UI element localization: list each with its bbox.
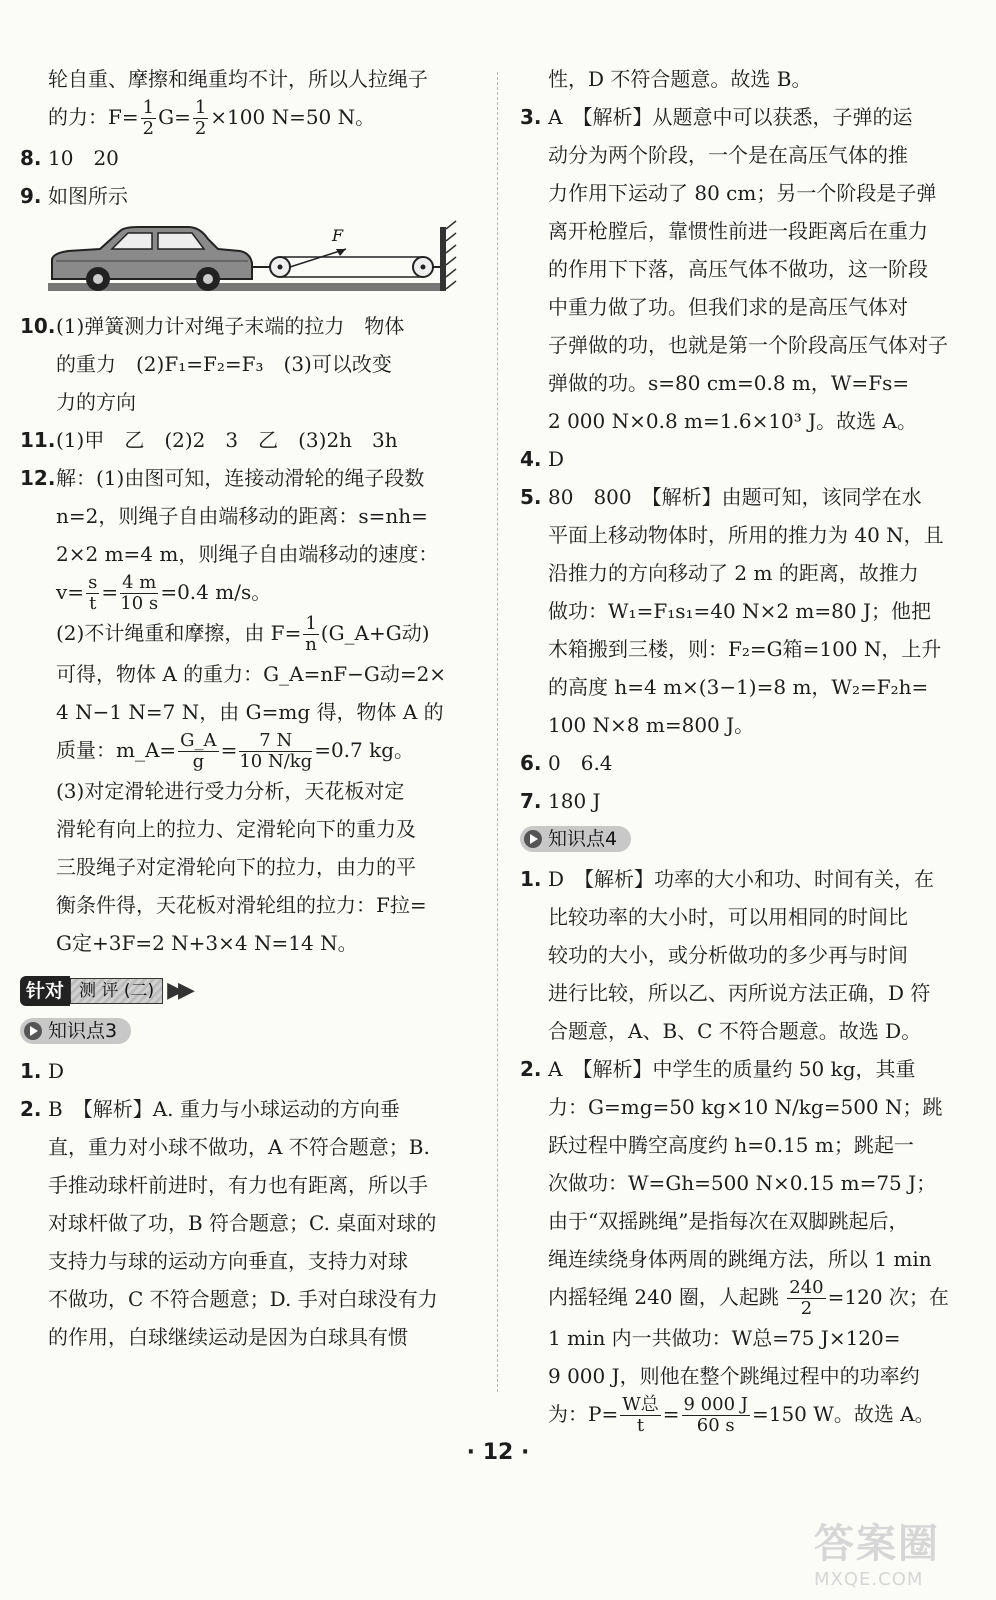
text-line: 质量：m_A= $\frac{G\_A}{g}$ = $\frac{7 N}{10 N/kg}$ =0.7 kg。 (56, 730, 415, 772)
text-line: 平面上移动物体时，所用的推力为 40 N，且 (548, 523, 944, 547)
text-line: 三股绳子对定滑轮向下的拉力，由力的平 (56, 855, 416, 879)
text-line: 性，D 不符合题意。故选 B。 (548, 67, 812, 91)
text-line: 衡条件得，天花板对滑轮组的拉力：F拉= (56, 893, 427, 917)
text-line: 中重力做了功。但我们求的是高压气体对 (548, 295, 908, 319)
text-line: 为：P= $\frac{\text{W总}}{t}$ = $\frac{9 000 J}{60 s}$ =150 W。故选 A。 (548, 1394, 935, 1436)
answer-item-k3-6: 6. 0 6.4 (520, 751, 613, 775)
page-number: · 12 · (466, 1440, 530, 1465)
text-line: 直，重力对小球不做功，A 不符合题意；B. (48, 1135, 430, 1159)
text-line: G定+3F=2 N+3×4 N=14 N。 (56, 931, 358, 955)
text-line: 滑轮有向上的拉力、定滑轮向下的重力及 (56, 817, 416, 841)
left-column (20, 60, 482, 1356)
fraction: $\frac{9 000 J}{60 s}$ (683, 1394, 748, 1436)
text-line: 沿推力的方向移动了 2 m 的距离，故推力 (548, 561, 919, 585)
text-line: v= $\frac{s}{t}$ = $\frac{4 m}{10 s}$ =0.4 m/s。 (56, 572, 272, 614)
answer-item-k3-1: 1. D (20, 1059, 65, 1083)
text-line: 支持力与球的运动方向垂直，支持力对球 (48, 1249, 408, 1273)
text-line: 轮自重、摩擦和绳重均不计，所以人拉绳子 (48, 67, 428, 91)
section-tag-3: 知识点3 (20, 1018, 131, 1044)
text-line: 的高度 h=4 m×(3−1)=8 m，W₂=F₂h= (548, 675, 929, 699)
fraction: $\frac{1}{2}$ (142, 97, 155, 139)
text-line: 不做功，C 不符合题意；D. 手对白球没有力 (48, 1287, 438, 1311)
text-line: 子弹做的功，也就是第一个阶段高压气体对子 (548, 333, 948, 357)
answer-item-k3-7: 7. 180 J (520, 789, 601, 813)
fraction: $\frac{7 N}{10 N/kg}$ (239, 730, 313, 772)
text-line: n=2，则绳子自由端移动的距离：s=nh= (56, 504, 428, 528)
section-tag-4: 知识点4 (520, 826, 631, 852)
answer-item-10: 10. (1)弹簧测力计对绳子末端的拉力 物体 (20, 314, 405, 338)
text-line: (2)不计绳重和摩擦，由 F= $\frac{1}{n}$ (G_A+G动) (56, 613, 430, 655)
text-line: 的重力 (2)F₁=F₂=F₃ (3)可以改变 (56, 352, 392, 376)
text-line: 次做功：W=Gh=500 N×0.15 m=75 J； (548, 1171, 937, 1195)
answer-item-k4-1: 1. D 【解析】功率的大小和功、时间有关，在 (520, 867, 935, 891)
fraction: $\frac{1}{n}$ (305, 613, 317, 655)
text-line: 跃过程中腾空高度约 h=0.15 m；跳起一 (548, 1133, 914, 1157)
play-icon (24, 1022, 42, 1040)
text-line: 力的方向 (56, 390, 136, 414)
answer-item-12: 12. 解：(1)由图可知，连接动滑轮的绳子段数 (20, 466, 425, 490)
double-arrow-icon: ▶▶ (167, 978, 189, 1003)
text-line: 1 min 内一共做功：W总=75 J×120= (548, 1326, 901, 1350)
text-line: 的作用下下落，高压气体不做功，这一阶段 (548, 257, 928, 281)
text-line: 2×2 m=4 m，则绳子自由端移动的速度： (56, 542, 439, 566)
text-line: 的力：F= $\frac{1}{2}$ G= $\frac{1}{2}$ ×100 N=50 N。 (48, 97, 376, 139)
text-line: 对球杆做了功，B 符合题意；C. 桌面对球的 (48, 1211, 437, 1235)
fraction: $\frac{240}{2}$ (789, 1277, 824, 1319)
text-line: 进行比较，所以乙、丙所说方法正确，D 符 (548, 981, 931, 1005)
answer-item-k3-5: 5. 80 800 【解析】由题可知，该同学在水 (520, 485, 922, 509)
answer-item-8: 8. 10 20 (20, 146, 119, 170)
text-line: 100 N×8 m=800 J。 (548, 713, 755, 737)
watermark-logo: 答案圈 MXQE.COM (814, 1521, 940, 1590)
text-line: 9 000 J，则他在整个跳绳过程中的功率约 (548, 1364, 920, 1388)
fraction: $\frac{s}{t}$ (88, 572, 98, 614)
text-line: 内摇轻绳 240 圈，人起跳 $\frac{240}{2}$ =120 次；在 (548, 1277, 949, 1319)
answer-item-k3-3: 3. A 【解析】从题意中可以获悉，子弹的运 (520, 105, 913, 129)
answer-item-9: 9. 如图所示 (20, 184, 128, 208)
fraction: $\frac{1}{2}$ (194, 97, 207, 139)
text-line: 由于“双摇跳绳”是指每次在双脚跳起后， (548, 1209, 909, 1233)
text-line: 较功的大小，或分析做功的多少再与时间 (548, 943, 908, 967)
section-banner: 针对 测 评 (二) ▶▶ (20, 976, 482, 1006)
text-line: 力作用下运动了 80 cm；另一个阶段是子弹 (548, 181, 937, 205)
text-line: (3)对定滑轮进行受力分析，天花板对定 (56, 779, 405, 803)
text-line: 动分为两个阶段，一个是在高压气体的推 (548, 143, 908, 167)
text-line: 的作用，白球继续运动是因为白球具有惯 (48, 1325, 408, 1349)
force-label: F (332, 226, 344, 245)
text-line: 2 000 N×0.8 m=1.6×10³ J。故选 A。 (548, 409, 917, 433)
text-line: 力：G=mg=50 kg×10 N/kg=500 N；跳 (548, 1095, 943, 1119)
text-line: 离开枪膛后，靠惯性前进一段距离后在重力 (548, 219, 928, 243)
answer-item-11: 11. (1)甲 乙 (2)2 3 乙 (3)2h 3h (20, 428, 398, 452)
fraction: $\frac{4 m}{10 s}$ (120, 572, 159, 614)
play-icon (524, 830, 542, 848)
text-line: 做功：W₁=F₁s₁=40 N×2 m=80 J；他把 (548, 599, 931, 623)
text-line: 比较功率的大小时，可以用相同的时间比 (548, 905, 908, 929)
text-line: 绳连续绕身体两周的跳绳方法，所以 1 min (548, 1247, 932, 1271)
fraction: $\frac{G\_A}{g}$ (180, 730, 217, 772)
text-line: 4 N−1 N=7 N，由 G=mg 得，物体 A 的 (56, 700, 444, 724)
car-pulley-figure (48, 219, 463, 303)
text-line: 合题意，A、B、C 不符合题意。故选 D。 (548, 1019, 922, 1043)
text-line: 弹做的功。s=80 cm=0.8 m，W=Fs= (548, 371, 910, 395)
answer-item-k4-2: 2. A 【解析】中学生的质量约 50 kg，其重 (520, 1057, 916, 1081)
answer-item-k3-2: 2. B 【解析】A. 重力与小球运动的方向垂 (20, 1097, 400, 1121)
text-line: 手推动球杆前进时，有力也有距离，所以手 (48, 1173, 428, 1197)
fraction: $\frac{\text{W总}}{t}$ (622, 1394, 659, 1436)
text-line: 可得，物体 A 的重力：G_A=nF−G动=2× (56, 662, 447, 686)
right-column (520, 60, 978, 1436)
answer-item-k3-4: 4. D (520, 447, 565, 471)
column-divider (497, 72, 498, 1392)
text-line: 木箱搬到三楼，则：F₂=G箱=100 N，上升 (548, 637, 942, 661)
